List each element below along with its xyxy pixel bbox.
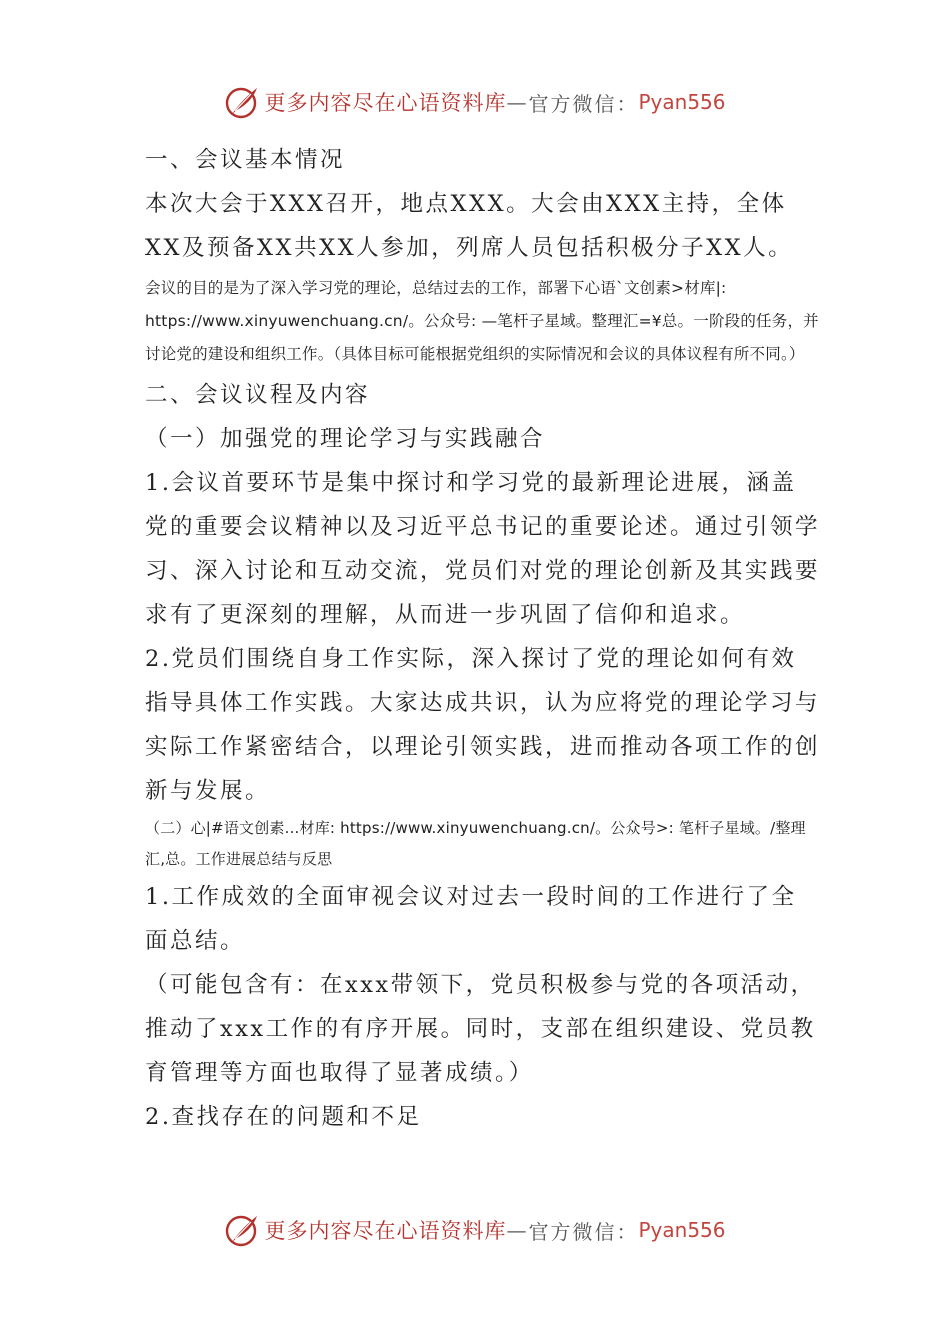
banner-dash: — [506,1218,529,1242]
paragraph-item-1: 1.会议首要环节是集中探讨和学习党的最新理论进展，涵盖党的重要会议精神以及习近平总书记的重要论述。通过引领学习、深入讨论和互动交流，党员们对党的理论创新及其实践要求有了更深刻的理解，从而进一步巩固了信仰和追求。 [145,470,821,628]
paragraph-problems: 2.查找存在的问题和不足 [145,1104,422,1130]
subheading-2: （二）心|#语文创素...材库: https://www.xinyuwenchuang.cn/。公众号>: 笔杆子星域。/整理汇,总。工作进展总结与反思 [145,819,806,868]
banner-wechat-label: 官方微信： [528,91,639,116]
paragraph-basic-info: 本次大会于XXX召开，地点XXX。大会由XXX主持，全体XX及预备XX共XX人参加，列席人员包括积极分子XX人。 [145,191,794,261]
banner-wechat-id: Pyan556 [638,90,726,114]
section-heading-1: 一、会议基本情况 [145,147,346,173]
header-watermark-banner [0,82,950,122]
banner-text: 更多内容尽在心语资料库 [264,91,507,115]
banner-wechat-id: Pyan556 [638,1218,726,1242]
paragraph-possible-content: （可能包含有：在xxx带领下，党员积极参与党的各项活动，推动了xxx工作的有序开展。同时，支部在组织建设、党员教育管理等方面也取得了显著成绩。） [145,972,816,1086]
subheading-1: （一）加强党的理论学习与实践融合 [145,426,546,452]
quill-logo-icon [224,1212,260,1248]
paragraph-meeting-purpose: 会议的目的是为了深入学习党的理论，总结过去的工作，部署下心语`文创素>材库|: https://www.xinyuwenchuang.cn/。公众号: —笔杆子星域。整理汇=¥总。一阶段的任务，并讨论党的建设和组织工作。（具体目标可能根据党组织的实际情况和会议的具体议程有所不同。） [145,279,819,363]
quill-logo-icon [224,84,260,120]
section-heading-2: 二、会议议程及内容 [145,382,371,408]
document-body [145,138,820,1139]
footer-watermark-banner [0,1210,950,1250]
banner-wechat-label: 官方微信： [528,1219,639,1244]
banner-text: 更多内容尽在心语资料库 [264,1219,507,1243]
paragraph-work-review: 1.工作成效的全面审视会议对过去一段时间的工作进行了全面总结。 [145,884,797,954]
banner-dash: — [506,90,529,114]
paragraph-item-2: 2.党员们围绕自身工作实际，深入探讨了党的理论如何有效指导具体工作实践。大家达成共识，认为应将党的理论学习与实际工作紧密结合，以理论引领实践，进而推动各项工作的创新与发展。 [145,646,821,804]
